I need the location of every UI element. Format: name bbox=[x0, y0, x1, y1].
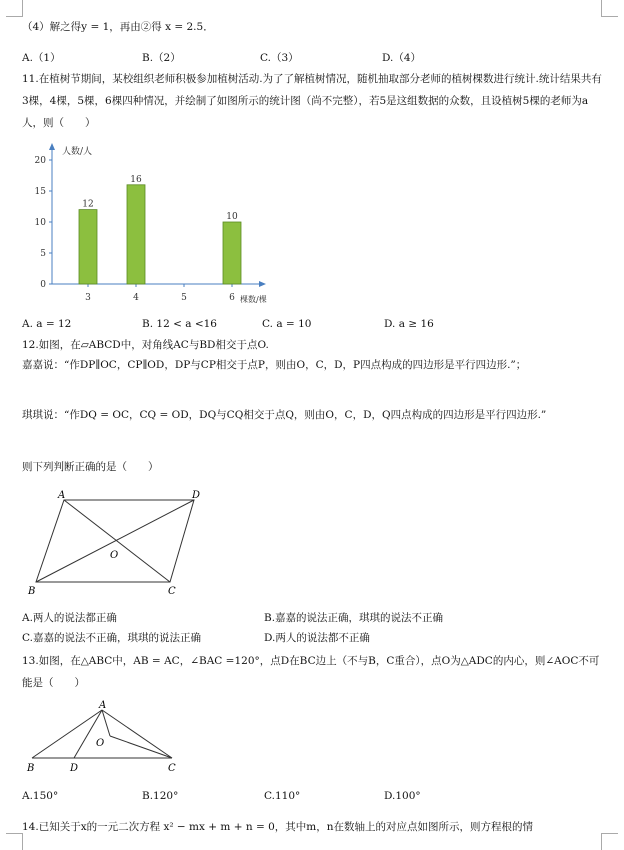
point-label-c: C bbox=[168, 763, 176, 774]
y-tick-label: 0 bbox=[40, 280, 46, 290]
bar-4 bbox=[127, 185, 145, 284]
q12-statement-jiajia: 嘉嘉说：“作DP∥OC，CP∥OD，DP与CP相交于点P，则由O，C，D，P四点构成的四边形是平行四边形.”； bbox=[22, 359, 527, 371]
x-axis-label: 棵数/棵 bbox=[240, 295, 267, 304]
q12-stem: 12.如图，在▱ABCD中，对角线AC与BD相交于点O. bbox=[22, 339, 269, 351]
point-label-c: C bbox=[168, 586, 176, 597]
q12-option-c: C.嘉嘉的说法不正确，琪琪的说法正确 bbox=[22, 632, 201, 644]
q10-options bbox=[22, 50, 602, 64]
q13-option-c: C.110° bbox=[264, 790, 301, 802]
q12-option-b: B.嘉嘉的说法正确，琪琪的说法不正确 bbox=[264, 612, 444, 624]
segment-ao bbox=[102, 710, 110, 736]
data-label-3: 12 bbox=[82, 199, 94, 210]
y-tick-label: 10 bbox=[34, 218, 46, 228]
y-axis-label: 人数/人 bbox=[62, 147, 93, 157]
point-label-d: D bbox=[70, 763, 79, 774]
q10-option-d: D.（4） bbox=[382, 52, 422, 64]
point-label-a: A bbox=[58, 490, 66, 501]
q12-option-a: A.两人的说法都正确 bbox=[22, 612, 117, 624]
y-tick-label: 20 bbox=[34, 156, 46, 166]
q13-option-d: D.100° bbox=[384, 790, 421, 802]
q13-option-a: A.150° bbox=[22, 790, 59, 802]
point-label-d: D bbox=[192, 490, 201, 501]
q12-options-row1 bbox=[22, 610, 602, 624]
chart-bars bbox=[79, 185, 241, 284]
x-tick-label-3: 3 bbox=[85, 293, 91, 303]
y-tick-label: 5 bbox=[40, 249, 46, 259]
diagonal-ac bbox=[64, 500, 170, 582]
crop-mark-bottom-left bbox=[6, 833, 23, 850]
point-label-b: B bbox=[28, 586, 36, 597]
q10-option-a: A.（1） bbox=[22, 52, 61, 64]
q13-options bbox=[22, 790, 602, 804]
point-label-o: O bbox=[96, 738, 105, 749]
q11-option-c: C. a = 10 bbox=[262, 318, 312, 330]
bar-3 bbox=[79, 210, 97, 284]
bar-6 bbox=[223, 222, 241, 284]
q11-option-b: B. 12 < a <16 bbox=[142, 318, 217, 330]
q11-option-a: A. a = 12 bbox=[22, 318, 72, 330]
segment-ad bbox=[74, 710, 105, 758]
segment-oc bbox=[110, 736, 172, 758]
q11-option-d: D. a ≥ 16 bbox=[384, 318, 434, 330]
x-axis-arrow bbox=[259, 281, 266, 287]
crop-mark-top-left bbox=[6, 0, 23, 17]
q12-option-d: D.两人的说法都不正确 bbox=[264, 632, 370, 644]
y-tick-label: 15 bbox=[34, 187, 46, 197]
q12-question: 则下列判断正确的是（ ） bbox=[22, 461, 159, 473]
q12-options-row2 bbox=[22, 630, 602, 644]
point-label-b: B bbox=[27, 763, 35, 774]
x-tick-label-4: 4 bbox=[133, 293, 139, 303]
q10-option-b: B.（2） bbox=[142, 52, 181, 64]
point-label-a: A bbox=[99, 700, 107, 711]
q11-options bbox=[22, 318, 602, 332]
segment-ac bbox=[102, 710, 172, 758]
q12-parallelogram-figure bbox=[22, 486, 222, 598]
q13-triangle-figure bbox=[22, 700, 202, 776]
crop-mark-top-right bbox=[601, 0, 618, 17]
y-axis-arrow bbox=[49, 143, 55, 150]
crop-mark-bottom-right bbox=[601, 833, 618, 850]
data-label-4: 16 bbox=[130, 174, 142, 185]
q11-stem: 11.在植树节期间，某校组织老师积极参加植树活动.为了了解植树情况，随机抽取部分老师的植树棵数进行统计.统计结果共有3棵，4棵，5棵，6棵四种情况，并绘制了如图所示的统计图（尚不完整），若5是这组数据的众数，且设植树5棵的老师为a人，则（ ） bbox=[22, 73, 602, 129]
point-label-o: O bbox=[110, 550, 119, 561]
x-tick-label-6: 6 bbox=[229, 293, 235, 303]
segment-ab bbox=[32, 710, 105, 758]
x-tick-label-5: 5 bbox=[181, 293, 187, 303]
header-line: （4）解之得y = 1，再由②得 x = 2.5． bbox=[22, 21, 214, 33]
q11-bar-chart bbox=[22, 140, 282, 310]
data-label-6: 10 bbox=[226, 212, 238, 222]
q12-statement-qiqi: 琪琪说：“作DQ = OC，CQ = OD，DQ与CQ相交于点Q，则由O，C，D，Q四点构成的四边形是平行四边形.” bbox=[22, 409, 547, 421]
q13-stem: 13.如图，在△ABC中，AB = AC，∠BAC =120°，点D在BC边上（不与B，C重合），点O为△ADC的内心，则∠AOC不可能是（ ） bbox=[22, 655, 600, 689]
q13-option-b: B.120° bbox=[142, 790, 179, 802]
q14-stem: 14.已知关于x的一元二次方程 x² − mx + m + n = 0，其中m，n在数轴上的对应点如图所示，则方程根的情 bbox=[22, 821, 533, 833]
q10-option-c: C.（3） bbox=[260, 52, 299, 64]
